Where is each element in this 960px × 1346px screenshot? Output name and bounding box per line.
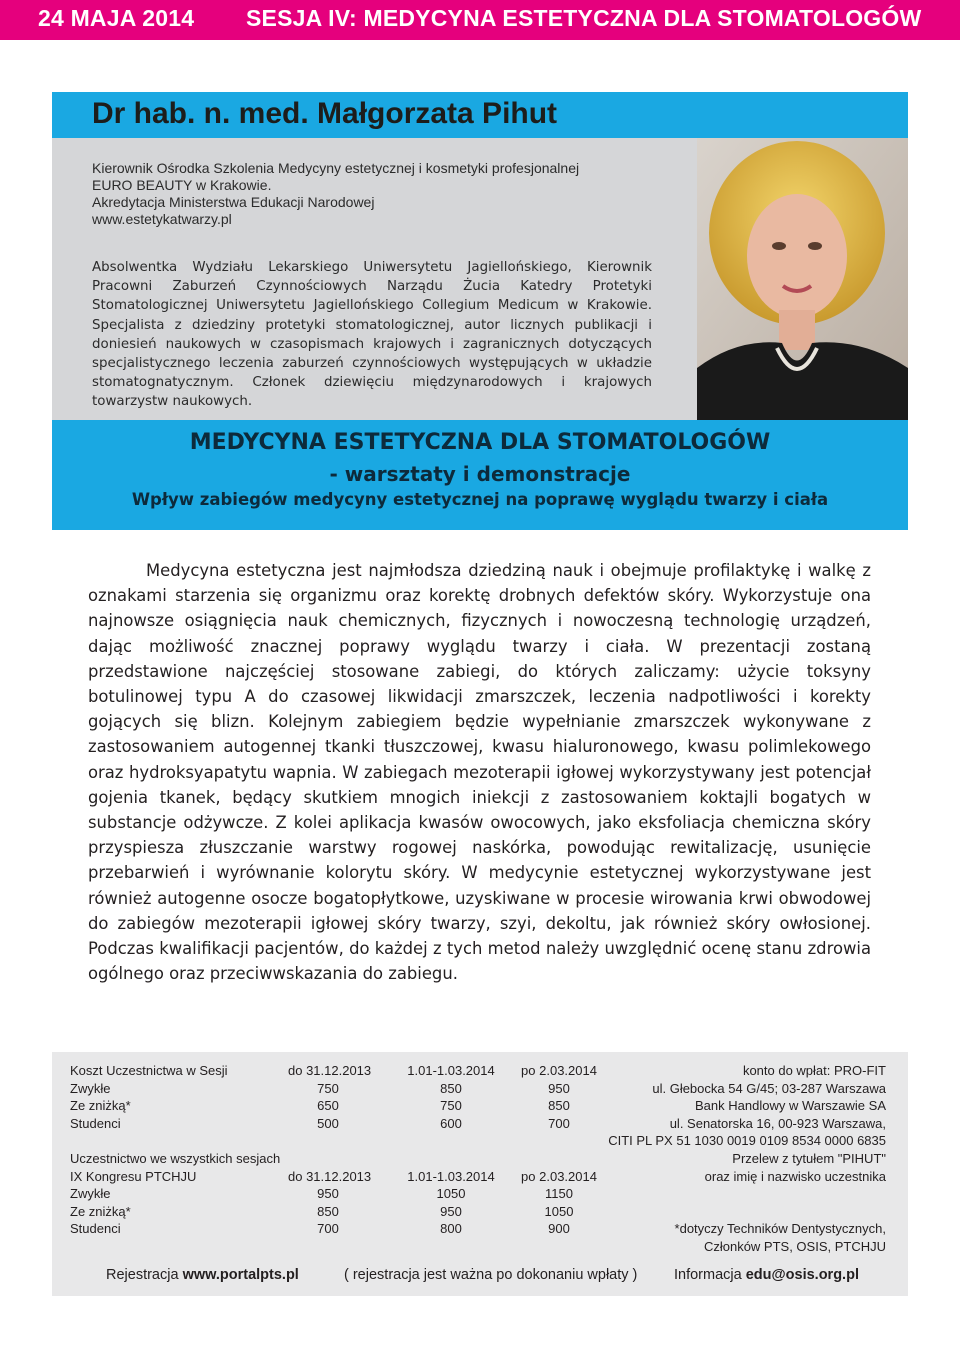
lecture-description: Medycyna estetyczna jest najmłodsza dziedziną nauk i obejmuje profilaktykę i walkę z oznakami starzenia się organizmu oraz korektę drobnych defektów skóry. Wykorzystuje ona najnowsze osiągnięcia nauk chemicznych, fizycznych i nowoczesną technologię urządzeń, dając możliwość znacznej poprawy wyglądu twarzy i ciała. W prezentacji zostaną przedstawione najczęściej stosowane zabiegi, do których zaliczamy: użycie toksyny botulinowej typu A do czasowej likwidacji zmarszczek, leczenia nadpotliwości i korekty gojących się blizn. Kolejnym zabiegiem będzie wypełnianie zmarszczek wykonywane z zastosowaniem autogennej tkanki tłuszczowej, kwasu hialuronowego, kwasu polimlekowego oraz hydroksyapatytu wapnia. W zabiegach mezoterapii igłowej wykorzystywany jest potencjał gojenia tkanek, będący skutkiem mnogich iniekcji z zastosowaniem koktajli bogatych w substancje odżywcze. Z kolei aplikacja kwasów owocowych, jako eksfoliacja chemiczna skóry przyspiesza złuszczanie warstwy rogowej naskórka, powodując rewitalizację, usunięcie przebarwień i wyrównanie kolorytu skóry. W medycynie estetycznej wykorzystywane jest również autogenne osocze bogatopłytkowe, uzyskiwane w procesie wirowania krwi obwodowej do zabiegów mezoterapii igłowej skóry twarzy, szyi, dekoltu, jak również skóry owłosionej. Podczas kwalifikacji pacjentów, do każdej z tych metod należy uwzględnić ocenę stanu zdrowia ogólnego oraz przeciwwskazania do zabiegu. — [88, 561, 871, 984]
speaker-affiliation — [92, 160, 682, 228]
lecture-title-bar — [52, 420, 908, 530]
fees-header-label: IX Kongresu PTCHJU — [70, 1168, 197, 1184]
fees-header-cell: po 2.03.2014 — [521, 1168, 597, 1184]
fees-cell: 1050 — [436, 1186, 466, 1202]
portrait-image — [697, 138, 908, 420]
info — [674, 1267, 859, 1283]
all-sessions-label: Uczestnictwo we wszystkich sesjach — [70, 1150, 281, 1166]
fees-cell: Studenci — [70, 1115, 121, 1131]
fees-cell: 950 — [548, 1080, 570, 1096]
bank-line: ul. Senatorska 16, 00-923 Warszawa, — [669, 1115, 886, 1131]
fees-cell: 1050 — [544, 1203, 574, 1219]
bank-line: Przelew z tytułem "PIHUT" — [732, 1150, 886, 1166]
event-date: 24 MAJA 2014 — [38, 5, 195, 31]
fees-cell: Ze zniżką* — [70, 1098, 131, 1114]
fees-cell: Studenci — [70, 1221, 121, 1237]
fees-cell: 700 — [548, 1115, 570, 1131]
fees-cell: Ze zniżką* — [70, 1203, 131, 1219]
fees-cell: 750 — [440, 1098, 462, 1114]
speaker-name: Dr hab. n. med. Małgorzata Pihut — [92, 97, 558, 130]
discount-note: *dotyczy Techników Dentystycznych, — [674, 1221, 886, 1237]
fees-cell: 900 — [548, 1221, 570, 1237]
speaker-bio: Absolwentka Wydziału Lekarskiego Uniwersytetu Jagiellońskiego, Kierownik Pracowni Zaburzeń Czynnościowych Narządu Żucia Katedry Protetyki Stomatologicznej Uniwersytetu Jagiellońskiego Collegium Medicum w Krakowie. Specjalista z dziedziny protetyki stomatologicznej, autor licznych publikacji i doniesień naukowych w czasopismach krajowych i zagranicznych dotyczących specjalistycznego leczenia zaburzeń czynnościowych występujących w układzie stomatognatycznym. Członek dziewięciu międzynarodowych i krajowych towarzystw naukowych. — [92, 260, 652, 410]
speaker-name-bar — [52, 92, 908, 138]
lecture-subtitle: - warsztaty i demonstracje — [329, 462, 631, 486]
affiliation-line: Akredytacja Ministerstwa Edukacji Narodowej — [92, 194, 375, 210]
lecture-topic: Wpływ zabiegów medycyny estetycznej na poprawę wyglądu twarzy i ciała — [131, 490, 829, 509]
header-bar — [0, 0, 960, 40]
fees-cell: 850 — [548, 1098, 570, 1114]
fees-header-cell: po 2.03.2014 — [521, 1063, 597, 1078]
fees-cell: 850 — [440, 1080, 462, 1096]
fees-cell: 950 — [317, 1186, 339, 1202]
website-link[interactable]: www.estetykatwarzy.pl — [92, 211, 232, 227]
fees-cell: Zwykłe — [70, 1080, 111, 1096]
fees-header-cell: do 31.12.2013 — [288, 1168, 372, 1184]
affiliation-line: Kierownik Ośrodka Szkolenia Medycyny estetycznej i kosmetyki profesjonalnej — [92, 160, 580, 176]
bank-line: ul. Głebocka 54 G/45; 03-287 Warszawa — [652, 1080, 886, 1096]
lecture-title: MEDYCYNA ESTETYCZNA DLA STOMATOLOGÓW — [189, 430, 771, 455]
fees-cell: 850 — [317, 1203, 339, 1219]
fees-cell: 950 — [440, 1203, 462, 1219]
registration-link[interactable]: www.portalpts.pl — [182, 1267, 299, 1283]
speaker-photo — [697, 138, 908, 420]
fees-cell: 600 — [440, 1115, 462, 1131]
fees-cell: 800 — [440, 1221, 462, 1237]
info-email-link[interactable]: edu@osis.org.pl — [745, 1267, 859, 1283]
bank-line: konto do wpłat: PRO-FIT — [742, 1063, 886, 1078]
discount-note: Członków PTS, OSIS, PTCHJU — [703, 1238, 886, 1254]
bank-line: CITI PL PX 51 1030 0019 0109 8534 0000 6835 — [608, 1133, 886, 1149]
fees-header-cell: 1.01-1.03.2014 — [407, 1063, 495, 1078]
fees-header-label: Koszt Uczestnictwa w Sesji — [70, 1063, 228, 1078]
fees-cell: 1150 — [545, 1186, 573, 1202]
registration — [106, 1267, 299, 1283]
bank-details — [566, 1062, 886, 1255]
info-label: Informacja — [674, 1267, 746, 1283]
registration-note: ( rejestracja jest ważna po dokonaniu wpłaty ) — [344, 1267, 638, 1283]
fees-cell: Zwykłe — [70, 1186, 111, 1202]
fees-cell: 650 — [317, 1098, 339, 1114]
fees-header-cell: do 31.12.2013 — [288, 1063, 372, 1078]
fees-cell: 750 — [317, 1080, 339, 1096]
bank-line: oraz imię i nazwisko uczestnika — [704, 1168, 886, 1184]
spacer — [566, 1185, 886, 1220]
registration-label: Rejestracja — [106, 1267, 183, 1283]
affiliation-line: EURO BEAUTY w Krakowie. — [92, 177, 272, 193]
fees-header-cell: 1.01-1.03.2014 — [407, 1168, 495, 1184]
session-title: SESJA IV: MEDYCYNA ESTETYCZNA DLA STOMATOLOGÓW — [246, 5, 922, 31]
fees-cell: 500 — [317, 1115, 339, 1131]
bank-line: Bank Handlowy w Warszawie SA — [695, 1098, 886, 1114]
fees-cell: 700 — [317, 1221, 339, 1237]
